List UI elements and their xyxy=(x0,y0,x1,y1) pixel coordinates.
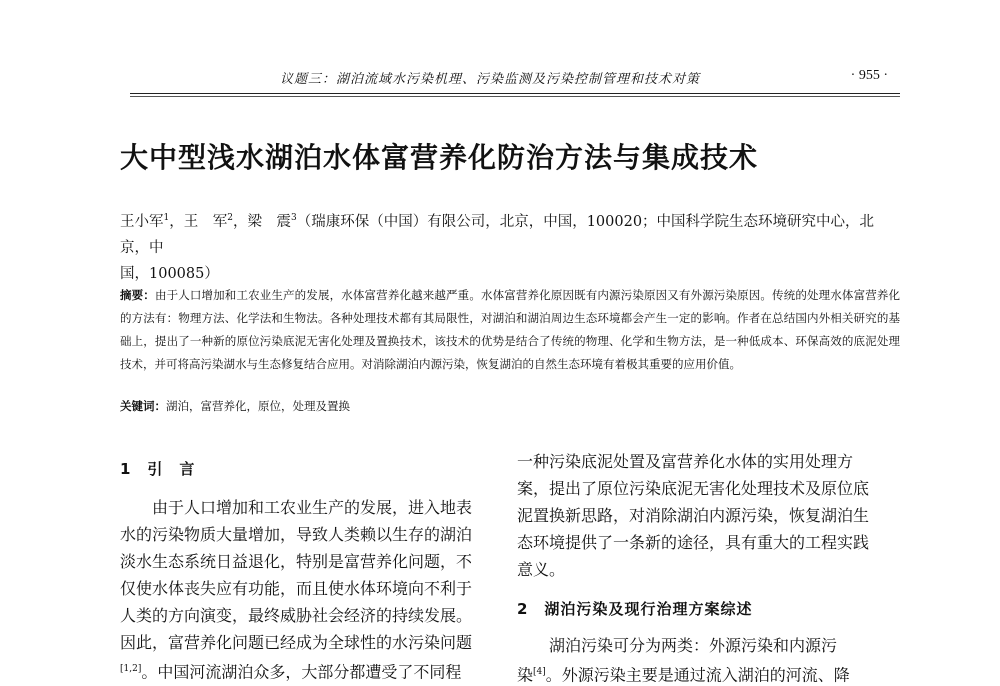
keywords-label: 关键词： xyxy=(120,399,166,413)
header-rule xyxy=(130,93,900,94)
body-line: 由于人口增加和工农业生产的发展，进入地表 xyxy=(120,498,473,517)
body-line: 淡水生态系统日益退化，特别是富营养化问题，不 xyxy=(120,552,473,571)
keywords xyxy=(120,396,900,416)
body-line: 仅使水体丧失应有功能，而且使水体环境向不利于 xyxy=(120,579,473,598)
body-line: 水的污染物质大量增加，导致人类赖以生存的湖泊 xyxy=(120,525,473,544)
citation: [4] xyxy=(533,667,546,677)
paper-title: 大中型浅水湖泊水体富营养化防治方法与集成技术 xyxy=(120,141,759,174)
body-line: 意义。 xyxy=(517,560,566,579)
author-3: ，梁 震 xyxy=(232,213,291,230)
body-line xyxy=(517,659,897,686)
right-column-body xyxy=(517,448,897,583)
header-rule-secondary xyxy=(130,96,900,97)
author-block xyxy=(120,205,900,287)
body-line: 因此，富营养化问题已经成为全球性的水污染问题 xyxy=(120,633,473,652)
body-line: 案，提出了原位污染底泥无害化处理技术及原位底 xyxy=(517,479,870,498)
section-2-body xyxy=(517,632,897,686)
body-text: 。外源污染主要是通过流入湖泊的河流、降 xyxy=(545,665,850,685)
body-text: 。中国河流湖泊众多，大部分都遭受了不同程 xyxy=(141,662,462,682)
body-line: 一种污染底泥处置及富营养化水体的实用处理方 xyxy=(517,452,854,471)
body-line: 湖泊污染可分为两类：外源污染和内源污 xyxy=(517,636,838,655)
running-title: 议题三：湖泊流域水污染机理、污染监测及污染控制管理和技术对策 xyxy=(280,72,701,87)
citation: [1,2] xyxy=(120,664,142,674)
author-1-sup: 1 xyxy=(163,213,170,223)
keywords-text: 湖泊，富营养化，原位，处理及置换 xyxy=(166,399,350,413)
author-1: 王小军 xyxy=(120,213,164,230)
running-header xyxy=(130,66,900,90)
section-1-heading: 1 引 言 xyxy=(120,460,196,478)
abstract-text: 由于人口增加和工农业生产的发展，水体富营养化越来越严重。水体富营养化原因既有内源污染原因又有外源污染原因。传统的处理水体富营养化的方法有：物理方法、化学法和生物法。各种处理技术都有其局限性，对湖泊和湖泊周边生态环境都会产生一定的影响。作者在总结国内外相关研究的基础上，提出了一种新的原位污染底泥无害化处理及置换技术，该技术的优势是结合了传统的物理、化学和生物方法，是一种低成本、环保高效的底泥处理技术，并可将高污染湖水与生态修复结合应用。对消除湖泊内源污染，恢复湖泊的自然生态环境有着极其重要的应用价值。 xyxy=(120,288,900,371)
author-3-sup: 3 xyxy=(290,213,297,223)
body-line xyxy=(120,656,500,683)
affiliations: （瑞康环保（中国）有限公司，北京，中国，100020；中国科学院生态环境研究中心，北京，中 xyxy=(120,213,875,256)
page-number: · 955 · xyxy=(850,68,888,83)
author-2: ，王 军 xyxy=(169,213,228,230)
body-text: 染 xyxy=(517,665,534,685)
author-2-sup: 2 xyxy=(227,213,233,223)
body-line: 人类的方向演变，最终威胁社会经济的持续发展。 xyxy=(120,606,473,625)
abstract xyxy=(120,284,900,376)
body-line: 泥置换新思路，对消除湖泊内源污染，恢复湖泊生 xyxy=(517,506,870,525)
section-1-body xyxy=(120,494,500,683)
body-line: 态环境提供了一条新的途径，具有重大的工程实践 xyxy=(517,533,870,552)
abstract-label: 摘要： xyxy=(120,288,155,302)
affiliations-cont: 国，100085） xyxy=(120,265,219,282)
section-2-heading: 2 湖泊污染及现行治理方案综述 xyxy=(517,600,753,618)
